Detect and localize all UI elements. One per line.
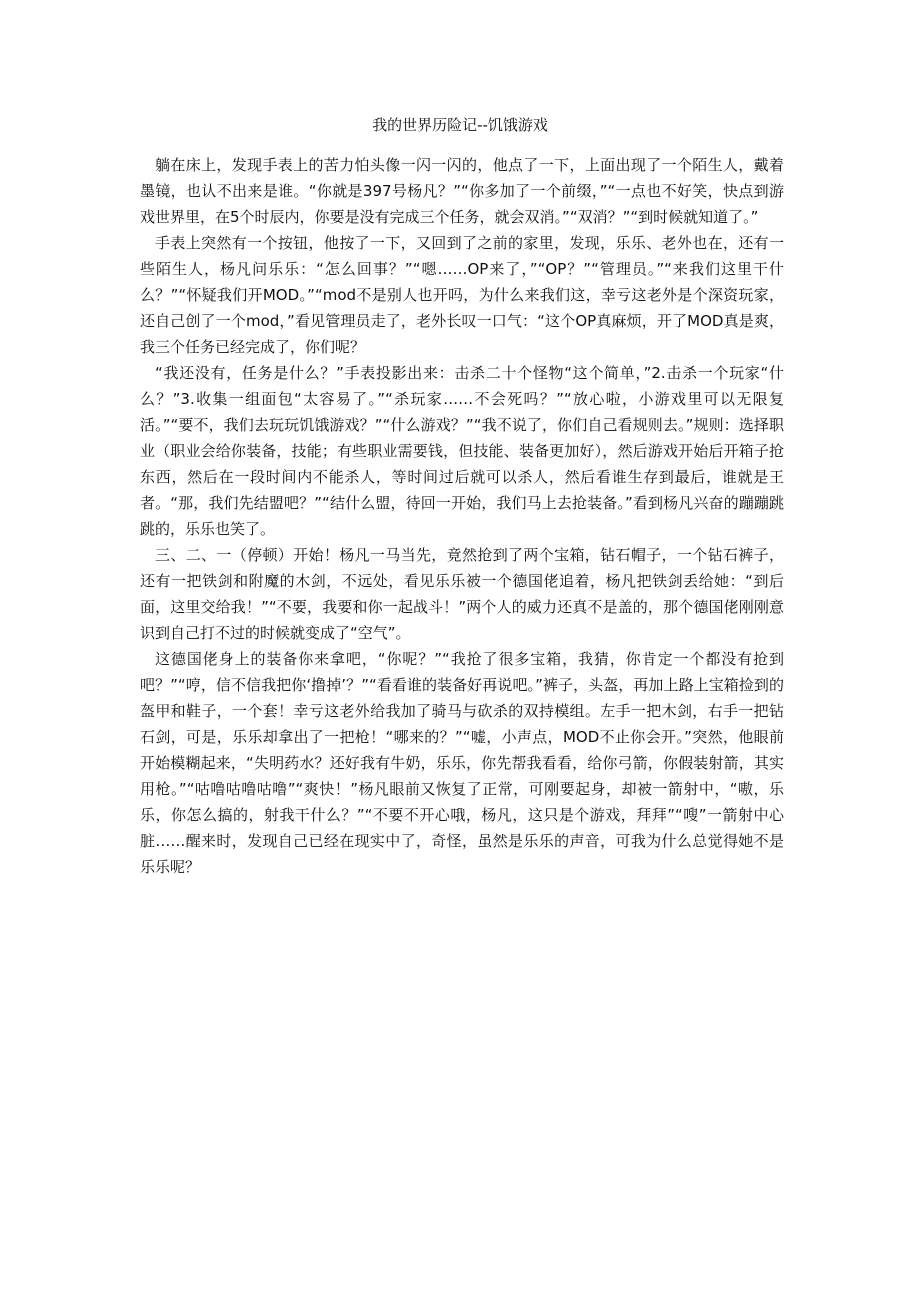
- document-body: [140, 152, 784, 880]
- paragraph: 躺在床上，发现手表上的苦力怕头像一闪一闪的，他点了一下，上面出现了一个陌生人，戴着墨镜，也认不出来是谁。“你就是397号杨凡？”“你多加了一个前缀，”“一点也不好笑，快点到游戏世界里，在5个时辰内，你要是没有完成三个任务，就会双消。”“双消？”“到时候就知道了。”: [140, 156, 784, 226]
- paragraph: “我还没有，任务是什么？”手表投影出来：击杀二十个怪物“这个简单，”2.击杀一个玩家“什么？”3.收集一组面包“太容易了。”“杀玩家……不会死吗？”“放心啦，小游戏里可以无限复活。”“要不，我们去玩玩饥饿游戏？”“什么游戏？”“我不说了，你们自己看规则去。”规则：选择职业（职业会给你装备，技能；有些职业需要钱，但技能、装备更加好），然后游戏开始后开箱子抢东西，然后在一段时间内不能杀人，等时间过后就可以杀人，然后看谁生存到最后，谁就是王者。“那，我们先结盟吧？”“结什么盟，待回一开始，我们马上去抢装备。”看到杨凡兴奋的蹦蹦跳跳的，乐乐也笑了。: [140, 364, 784, 538]
- paragraph: 三、二、一（停顿）开始！杨凡一马当先，竟然抢到了两个宝箱，钻石帽子，一个钻石裤子，还有一把铁剑和附魔的木剑，不远处，看见乐乐被一个德国佬追着，杨凡把铁剑丢给她：“到后面，这里交给我！”“不要，我要和你一起战斗！”两个人的威力还真不是盖的，那个德国佬刚刚意识到自己打不过的时候就变成了“空气”。: [140, 546, 784, 642]
- paragraph: 手表上突然有一个按钮，他按了一下，又回到了之前的家里，发现，乐乐、老外也在，还有一些陌生人，杨凡问乐乐：“怎么回事？”“嗯……OP来了，”“OP？”“管理员。”“来我们这里干什么？”“怀疑我们开MOD。”“mod不是别人也开吗，为什么来我们这，幸亏这老外是个深资玩家，还自己创了一个mod，”看见管理员走了，老外长叹一口气：“这个OP真麻烦，开了MOD真是爽，我三个任务已经完成了，你们呢？: [140, 234, 784, 356]
- document-title: 我的世界历险记--饥饿游戏: [372, 116, 548, 134]
- paragraph: 这德国佬身上的装备你来拿吧，“你呢？”“我抢了很多宝箱，我猜，你肯定一个都没有抢到吧？”“哼，信不信我把你‘撸掉’？”“看看谁的装备好再说吧。”裤子，头盔，再加上路上宝箱捡到的盔甲和鞋子，一个套！幸亏这老外给我加了骑马与砍杀的双持模组。左手一把木剑，右手一把钻石剑，可是，乐乐却拿出了一把枪！“哪来的？”“嘘，小声点，MOD不止你会开。”突然，他眼前开始模糊起来，“失明药水？还好我有牛奶，乐乐，你先帮我看看，给你弓箭，你假装射箭，其实用枪。”“咕噜咕噜咕噜”“爽快！”杨凡眼前又恢复了正常，可刚要起身，却被一箭射中，“嗷，乐乐，你怎么搞的，射我干什么？”“不要不开心哦，杨凡，这只是个游戏，拜拜”“嗖”一箭射中心脏……醒来时，发现自己已经在现实中了，奇怪，虽然是乐乐的声音，可我为什么总觉得她不是乐乐呢？: [140, 650, 784, 876]
